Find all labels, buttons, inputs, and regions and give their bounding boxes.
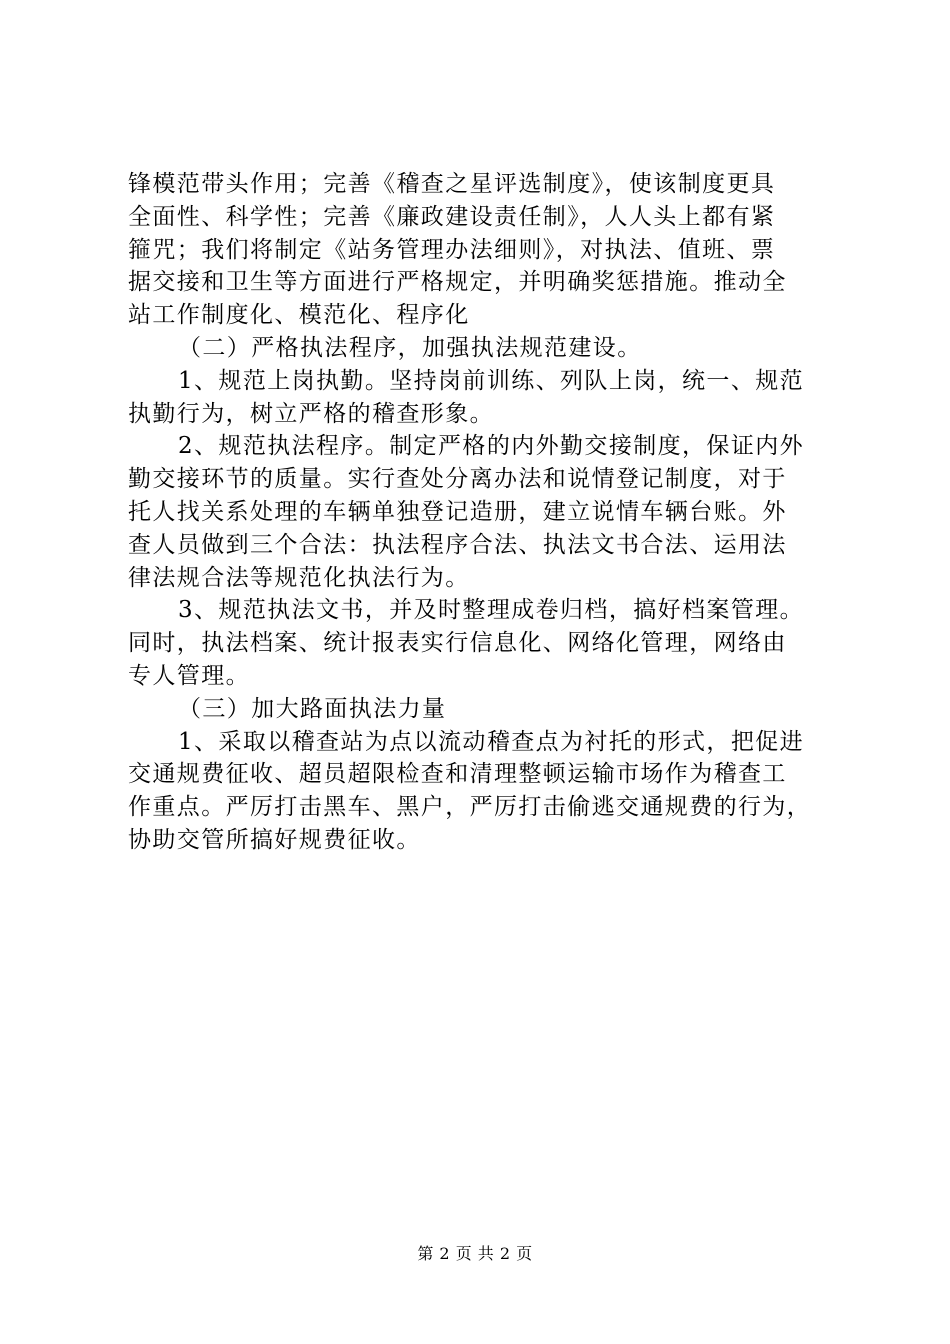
body-line: 2、规范执法程序。制定严格的内外勤交接制度，保证内外 (178, 433, 805, 460)
body-line: 据交接和卫生等方面进行严格规定，并明确奖惩措施。推动全 (128, 269, 787, 296)
body-line: 交通规费征收、超员超限检查和清理整顿运输市场作为稽查工 (128, 761, 787, 788)
body-line: 勤交接环节的质量。实行查处分离办法和说情登记制度，对于 (128, 466, 787, 493)
body-line: 1、规范上岗执勤。坚持岗前训练、列队上岗，统一、规范 (178, 367, 805, 394)
page-number-label: 第 2 页 共 2 页 (417, 1244, 533, 1263)
body-line: 托人找关系处理的车辆单独登记造册，建立说情车辆台账。外 (128, 498, 787, 525)
body-line: 律法规合法等规范化执法行为。 (128, 564, 470, 591)
body-line: 同时，执法档案、统计报表实行信息化、网络化管理，网络由 (128, 630, 787, 657)
body-line: 3、规范执法文书，并及时整理成卷归档，搞好档案管理。 (178, 597, 805, 624)
body-line: 查人员做到三个合法：执法程序合法、执法文书合法、运用法 (128, 531, 787, 558)
body-line: 协助交管所搞好规费征收。 (128, 826, 421, 853)
body-line: 专人管理。 (128, 662, 250, 689)
body-line: 站工作制度化、模范化、程序化 (128, 302, 470, 329)
body-line: 1、采取以稽查站为点以流动稽查点为衬托的形式，把促进 (178, 728, 805, 755)
body-line: 作重点。严厉打击黑车、黑户，严厉打击偷逃交通规费的行为， (128, 794, 812, 821)
document-body (128, 168, 834, 857)
body-line: 箍咒；我们将制定《站务管理办法细则》，对执法、值班、票 (128, 236, 776, 263)
section-heading-2: （二）严格执法程序，加强执法规范建设。 (178, 334, 642, 361)
body-line: 锋模范带头作用；完善《稽查之星评选制度》，使该制度更具 (128, 171, 776, 197)
section-heading-3: （三）加大路面执法力量 (178, 695, 447, 722)
page-footer (0, 1244, 950, 1264)
body-line: 全面性、科学性；完善《廉政建设责任制》，人人头上都有紧 (128, 203, 776, 230)
body-line: 执勤行为，树立严格的稽查形象。 (128, 400, 494, 427)
